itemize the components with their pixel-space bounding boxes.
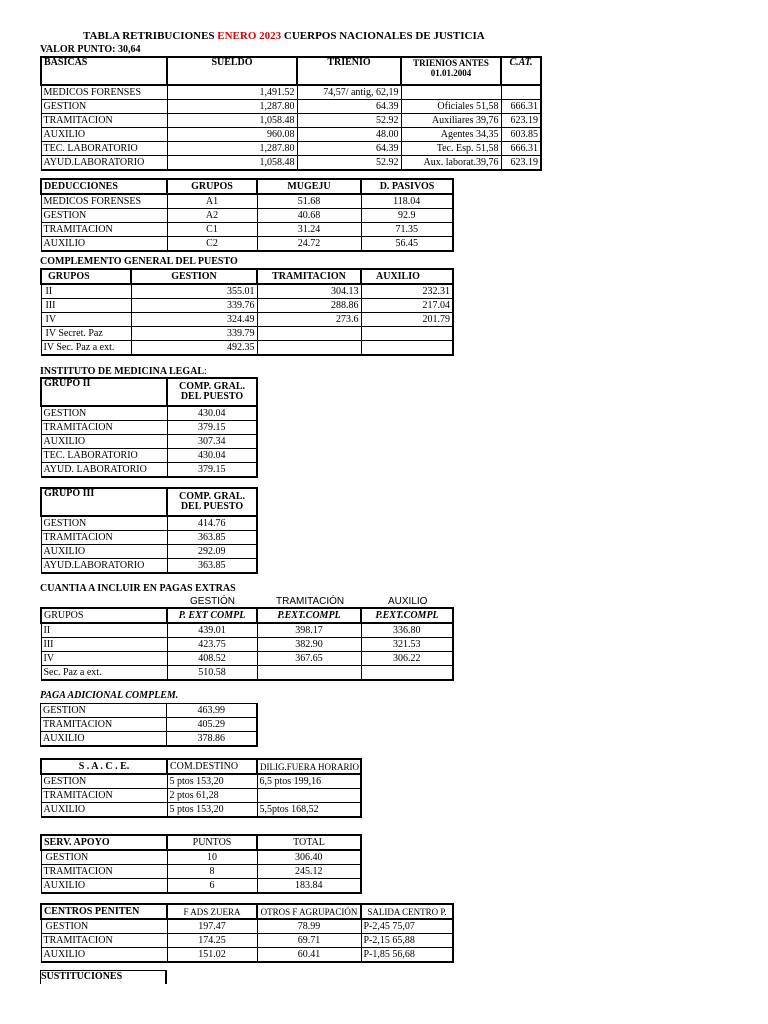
cell-value: 304.13 [257,284,361,299]
cell-value: 8 [167,865,257,879]
centros-table [40,903,454,963]
cell-value: 56.45 [361,237,453,252]
serv-apoyo-row [41,879,361,894]
gestion-header: GESTION [131,269,257,284]
extras-row [41,623,453,638]
row-label: AYUD.LABORATORIO [41,156,167,171]
cell-value: 623.19 [501,114,541,128]
basicas-table [40,56,542,171]
row-label: TRAMITACION [41,789,167,803]
iml-grupo2-row [41,406,257,421]
row-label: TEC. LABORATORIO [41,142,167,156]
cell-value: 510.58 [167,666,257,681]
paga-adicional-row [41,732,257,747]
cell-value: 52.92 [297,114,401,128]
sueldo-header: SUELDO [167,57,297,85]
grupo3-header: GRUPO III [41,488,167,516]
cell-value: 5 ptos 153,20 [167,774,257,789]
iml-grupo3-row [41,531,257,545]
cell-value: 174.25 [167,934,257,948]
paga-adicional-title: PAGA ADICIONAL COMPLEM. [40,690,179,701]
centros-row [41,948,453,963]
cell-value [401,85,501,100]
cell-value: Aux. laborat.39,76 [401,156,501,171]
row-label: AUXILIO [41,237,167,252]
grupos-header: GRUPOS [41,269,131,284]
basicas-row [41,85,541,100]
cell-value: 463.99 [167,704,257,718]
row-label: TEC. LABORATORIO [41,449,167,463]
basicas-row [41,100,541,114]
cell-value: 382.90 [257,638,361,652]
row-label: GESTION [41,774,167,789]
row-label: AUXILIO [41,732,167,747]
deducciones-header: DEDUCCIONES [41,179,167,194]
cell-value: 273.6 [257,313,361,327]
cell-value: 492.35 [131,341,257,356]
cell-value: Agentes 34,35 [401,128,501,142]
cat-header: C.AT. [501,57,541,85]
cell-value [501,85,541,100]
cell-value: 69.71 [257,934,361,948]
cell-value [361,327,453,341]
deducciones-table [40,178,454,252]
comp-gral-label: COMP. GRAL. [178,381,246,392]
cell-value: 31.24 [257,223,361,237]
row-label: MEDICOS FORENSES [41,194,167,209]
row-label: GESTION [41,516,167,531]
cell-value: 306.22 [361,652,453,666]
title-highlight: ENERO 2023 [217,30,282,42]
cell-value: 78.99 [257,919,361,934]
deducciones-row [41,223,453,237]
paga-adicional-table [40,703,258,747]
cell-value: 288.86 [257,299,361,313]
cell-value: 6,5 ptos 199,16 [257,774,361,789]
cell-value [361,666,453,681]
row-label: GESTION [41,406,167,421]
iml-grupo2-row [41,435,257,449]
row-label: AUXILIO [41,879,167,894]
comp-gral-header [167,488,257,516]
cell-value: 60.41 [257,948,361,963]
serv-apoyo-row [41,865,361,879]
cell-value: 40.68 [257,209,361,223]
cell-value: 439.01 [167,623,257,638]
cell-value: 64.39 [297,142,401,156]
valor-punto: VALOR PUNTO: 30,64 [40,44,141,55]
cell-value: C2 [167,237,257,252]
cell-value: 71.35 [361,223,453,237]
sustituciones-header: SUSTITUCIONES [40,970,167,984]
cell-value: 367.65 [257,652,361,666]
del-puesto-label: DEL PUESTO [180,501,244,512]
iml-grupo2-table [40,377,258,478]
cell-value: 623.19 [501,156,541,171]
dilig-header: DILIG.FUERA HORARIO [257,759,361,774]
cell-value: 408.52 [167,652,257,666]
sace-row [41,789,361,803]
iml-grupo2-row [41,449,257,463]
trienios-antes-label: TRIENIOS ANTES [413,58,489,68]
complemento-row [41,284,453,299]
cell-value: 960.08 [167,128,297,142]
cell-value: 430.04 [167,406,257,421]
centros-header: CENTROS PENITEN [41,904,167,919]
row-label: IV [41,313,131,327]
page-title [83,30,485,42]
row-label: GESTION [41,209,167,223]
row-label: MEDICOS FORENSES [41,85,167,100]
serv-apoyo-table [40,834,362,894]
mugeju-header: MUGEJU [257,179,361,194]
row-label: III [41,299,131,313]
puntos-header: PUNTOS [167,835,257,850]
centros-row [41,934,453,948]
cell-value: 336.80 [361,623,453,638]
grupos-header: GRUPOS [167,179,257,194]
del-puesto-label: DEL PUESTO [180,391,244,402]
cell-value: 151.02 [167,948,257,963]
comp-gral-label: COMP. GRAL. [178,491,246,502]
cell-value: 1,287.80 [167,142,297,156]
title-pre: TABLA RETRIBUCIONES [83,30,218,42]
extras-col-auxilio: AUXILIO [388,596,428,607]
cell-value: 5,5ptos 168,52 [257,803,361,818]
serv-apoyo-header: SERV. APOYO [41,835,167,850]
row-label: IV Sec. Paz a ext. [41,341,131,356]
cell-value: 405.29 [167,718,257,732]
cell-value: Oficiales 51,58 [401,100,501,114]
trienios-antes-header [401,57,501,85]
row-label: GESTION [41,704,167,718]
cell-value [361,341,453,356]
cell-value: 52.92 [297,156,401,171]
cell-value: 355.01 [131,284,257,299]
row-label: AUXILIO [41,948,167,963]
basicas-header: BASICAS [41,57,167,85]
cell-value: 48.00 [297,128,401,142]
extras-title: CUANTIA A INCLUIR EN PAGAS EXTRAS [40,583,236,594]
extras-col-gestion: GESTIÓN [190,596,236,607]
title-post: CUERPOS NACIONALES DE JUSTICIA [281,30,485,42]
deducciones-row [41,237,453,252]
otros-f-header: OTROS F AGRUPACIÓN [257,904,361,919]
grupo2-header: GRUPO II [41,378,167,406]
extras-row [41,652,453,666]
cell-value: 2 ptos 61,28 [167,789,257,803]
trienios-antes-date: 01.01.2004 [430,68,472,78]
cell-value: A2 [167,209,257,223]
p-ext-gestion-header: P. EXT COMPL [167,608,257,623]
cell-value: 1,491.52 [167,85,297,100]
cell-value: 118.04 [361,194,453,209]
cell-value: 321.53 [361,638,453,652]
row-label: TRAMITACION [41,421,167,435]
cell-value [257,341,361,356]
deducciones-row [41,209,453,223]
cell-value: 292.09 [167,545,257,559]
cell-value: 1,058.48 [167,156,297,171]
trienio-header: TRIENIO [297,57,401,85]
com-destino-header: COM.DESTINO [167,759,257,774]
paga-adicional-row [41,704,257,718]
p-ext-tramitacion-header: P.EXT.COMPL [257,608,361,623]
row-label: TRAMITACION [41,718,167,732]
cell-value: 1,058.48 [167,114,297,128]
serv-apoyo-row [41,850,361,865]
cell-value: 232.31 [361,284,453,299]
cell-value: Auxiliares 39,76 [401,114,501,128]
cell-value: 379.15 [167,463,257,478]
auxilio-header: AUXILIO [361,269,453,284]
row-label: TRAMITACION [41,934,167,948]
paga-adicional-row [41,718,257,732]
cell-value: 6 [167,879,257,894]
extras-col-tramitacion: TRAMITACIÓN [276,596,345,607]
cell-value: P-1,85 56,68 [361,948,453,963]
cell-value: P-2,45 75,07 [361,919,453,934]
iml-grupo3-row [41,545,257,559]
basicas-row [41,128,541,142]
iml-grupo3-row [41,516,257,531]
cell-value: 5 ptos 153,20 [167,803,257,818]
sace-header: S . A . C . E. [41,759,167,774]
cell-value: 306.40 [257,850,361,865]
row-label: II [41,623,167,638]
cell-value: 217.04 [361,299,453,313]
grupos-header: GRUPOS [41,608,167,623]
deducciones-row [41,194,453,209]
row-label: GESTION [41,100,167,114]
cell-value: 201.79 [361,313,453,327]
cell-value: 64.39 [297,100,401,114]
sace-row [41,803,361,818]
cell-value: Tec. Esp. 51,58 [401,142,501,156]
cell-value: 666.31 [501,100,541,114]
d-pasivos-header: D. PASIVOS [361,179,453,194]
basicas-row [41,142,541,156]
row-label: AUXILIO [41,803,167,818]
complemento-row [41,313,453,327]
iml-title-suffix: : [204,366,207,377]
row-label: TRAMITACION [41,865,167,879]
cell-value: 339.76 [131,299,257,313]
cell-value: 92.9 [361,209,453,223]
row-label: IV Secret. Paz [41,327,131,341]
cell-value [257,789,361,803]
iml-grupo2-row [41,421,257,435]
cell-value [257,666,361,681]
complemento-row [41,341,453,356]
row-label: II [41,284,131,299]
cell-value: 430.04 [167,449,257,463]
cell-value: 414.76 [167,516,257,531]
centros-row [41,919,453,934]
iml-title-text: INSTITUTO DE MEDICINA LEGAL [40,366,205,377]
complemento-row [41,299,453,313]
cell-value: 398.17 [257,623,361,638]
sace-table [40,758,362,818]
cell-value: 74,57/ antig, 62,19 [297,85,401,100]
cell-value: 10 [167,850,257,865]
basicas-row [41,114,541,128]
row-label: AUXILIO [41,545,167,559]
cell-value: P-2,15 65,88 [361,934,453,948]
sace-row [41,774,361,789]
total-header: TOTAL [257,835,361,850]
complemento-table [40,268,454,356]
cell-value: 379.15 [167,421,257,435]
row-label: AUXILIO [41,128,167,142]
complemento-row [41,327,453,341]
cell-value: 1,287.80 [167,100,297,114]
row-label: GESTION [41,850,167,865]
extras-table [40,607,454,681]
cell-value: 423.75 [167,638,257,652]
iml-title [40,366,207,377]
basicas-row [41,156,541,171]
extras-row [41,666,453,681]
cell-value [257,327,361,341]
cell-value: 197.47 [167,919,257,934]
row-label: AUXILIO [41,435,167,449]
cell-value: 363.85 [167,531,257,545]
cell-value: 603.85 [501,128,541,142]
row-label: AYUD.LABORATORIO [41,559,167,574]
iml-grupo2-row [41,463,257,478]
f-ads-zuera-header: F ADS ZUERA [167,904,257,919]
extras-row [41,638,453,652]
row-label: AYUD. LABORATORIO [41,463,167,478]
cell-value: 666.31 [501,142,541,156]
cell-value: A1 [167,194,257,209]
comp-gral-header [167,378,257,406]
cell-value: 339.79 [131,327,257,341]
cell-value: 307.34 [167,435,257,449]
cell-value: 378.86 [167,732,257,747]
cell-value: C1 [167,223,257,237]
row-label: GESTION [41,919,167,934]
p-ext-auxilio-header: P.EXT.COMPL [361,608,453,623]
cell-value: 24.72 [257,237,361,252]
cell-value: 51.68 [257,194,361,209]
row-label: IV [41,652,167,666]
row-label: Sec. Paz a ext. [41,666,167,681]
cell-value: 183.84 [257,879,361,894]
row-label: TRAMITACION [41,114,167,128]
tramitacion-header: TRAMITACION [257,269,361,284]
row-label: TRAMITACION [41,531,167,545]
row-label: TRAMITACION [41,223,167,237]
salida-centro-header: SALIDA CENTRO P. [361,904,453,919]
iml-grupo3-table [40,487,258,574]
row-label: III [41,638,167,652]
cell-value: 245.12 [257,865,361,879]
complemento-title: COMPLEMENTO GENERAL DEL PUESTO [40,256,238,267]
cell-value: 324.49 [131,313,257,327]
iml-grupo3-row [41,559,257,574]
cell-value: 363.85 [167,559,257,574]
